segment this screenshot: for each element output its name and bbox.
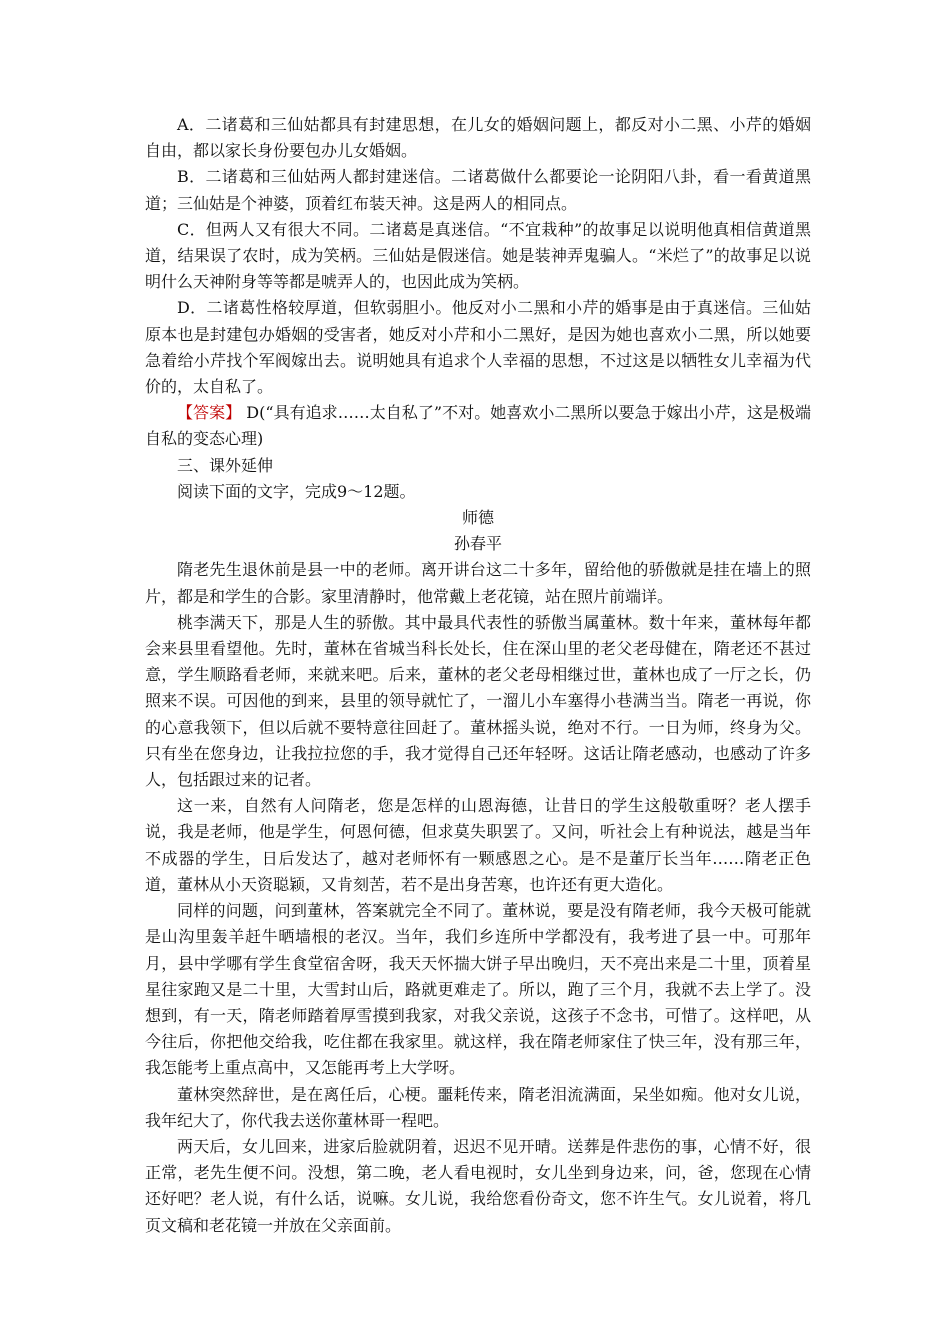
article-paragraph: 两天后，女儿回来，进家后脸就阴着，迟迟不见开晴。送葬是件悲伤的事，心情不好，很正常，老先生便不问。没想，第二晚，老人看电视时，女儿坐到身边来，问，爸，您现在心情还好吧？老人说，有什么话，说嘛。女儿说，我给您看份奇文，您不许生气。女儿说着，将几页文稿和老花镜一并放在父亲面前。 (145, 1136, 811, 1235)
option-c: C．但两人又有很大不同。二诸葛是真迷信。“不宜栽种”的故事足以说明他真相信黄道黑道，结果误了农时，成为笑柄。三仙姑是假迷信。她是装神弄鬼骗人。“米烂了”的故事足以说明什么天神附身等等都是唬弄人的，也因此成为笑柄。 (145, 219, 811, 292)
answer (145, 400, 811, 452)
instruction: 阅读下面的文字，完成9～12题。 (177, 481, 416, 501)
article-paragraph: 同样的问题，问到董林，答案就完全不同了。董林说，要是没有隋老师，我今天极可能就是山沟里轰羊赶牛晒墙根的老汉。当年，我们乡连所中学都没有，我考进了县一中。可那年月，县中学哪有学生食堂宿舍呀，我天天怀揣大饼子早出晚归，天不亮出来是二十里，顶着星星往家跑又是二十里，大雪封山后，路就更难走了。所以，跑了三个月，我就不去上学了。没想到，有一天，隋老师踏着厚雪摸到我家，对我父亲说，这孩子不念书，可惜了。这样吧，从今往后，你把他交给我，吃住都在我家里。就这样，我在隋老师家住了快三年，没有那三年，我怎能考上重点高中，又怎能再考上大学呀。 (145, 901, 811, 1078)
option-b: B．二诸葛和三仙姑两人都封建迷信。二诸葛做什么都要论一论阴阳八卦，看一看黄道黑道；三仙姑是个神婆，顶着红布装天神。这是两人的相同点。 (145, 167, 811, 213)
article-author: 孙春平 (453, 534, 502, 554)
option-a: A．二诸葛和三仙姑都具有封建思想，在儿女的婚姻问题上，都反对小二黑、小芹的婚姻自由，都以家长身份要包办儿女婚姻。 (145, 115, 811, 161)
section-heading: 三、课外延伸 (177, 455, 274, 475)
article-paragraph: 隋老先生退休前是县一中的老师。离开讲台这二十多年，留给他的骄傲就是挂在墙上的照片，都是和学生的合影。家里清静时，他常戴上老花镜，站在照片前端详。 (145, 560, 811, 606)
article-paragraph: 董林突然辞世，是在离任后，心梗。噩耗传来，隋老泪流满面，呆坐如痴。他对女儿说，我年纪大了，你代我去送你董林哥一程吧。 (145, 1084, 811, 1130)
document-page (145, 112, 811, 1239)
article-paragraph: 这一来，自然有人问隋老，您是怎样的山恩海德，让昔日的学生这般敬重呀？老人摆手说，我是老师，他是学生，何恩何德，但求莫失职罢了。又问，听社会上有种说法，越是当年不成器的学生，日后发达了，越对老师怀有一颗感恩之心。是不是董厅长当年……隋老正色道，董林从小天资聪颖，又肯刻苦，若不是出身苦寒，也许还有更大造化。 (145, 796, 811, 894)
option-d: D．二诸葛性格较厚道，但软弱胆小。他反对小二黑和小芹的婚事是由于真迷信。三仙姑原本也是封建包办婚姻的受害者，她反对小芹和小二黑好，是因为她也喜欢小二黑，所以她要急着给小芹找个军阀嫁出去。说明她具有追求个人幸福的思想，不过这是以牺牲女儿幸福为代价的，太自私了。 (145, 298, 811, 397)
answer-text: D(“具有追求……太自私了”不对。她喜欢小二黑所以要急于嫁出小芹，这是极端自私的变态心理) (145, 403, 811, 449)
article-paragraph: 桃李满天下，那是人生的骄傲。其中最具代表性的骄傲当属董林。数十年来，董林每年都会来县里看望他。先时，董林在省城当科长处长，住在深山里的老父老母健在，隋老还不甚过意，学生顺路看老师，来就来吧。后来，董林的老父老母相继过世，董林也成了一厅之长，仍照来不误。可因他的到来，县里的领导就忙了，一溜儿小车塞得小巷满当当。隋老一再说，你的心意我领下，但以后就不要特意往回赶了。董林摇头说，绝对不行。一日为师，终身为父。只有坐在您身边，让我拉拉您的手，我才觉得自己还年轻呀。这话让隋老感动，也感动了许多人，包括跟过来的记者。 (145, 612, 811, 790)
article-title: 师德 (461, 508, 494, 528)
answer-tag: 【答案】 (177, 403, 242, 423)
